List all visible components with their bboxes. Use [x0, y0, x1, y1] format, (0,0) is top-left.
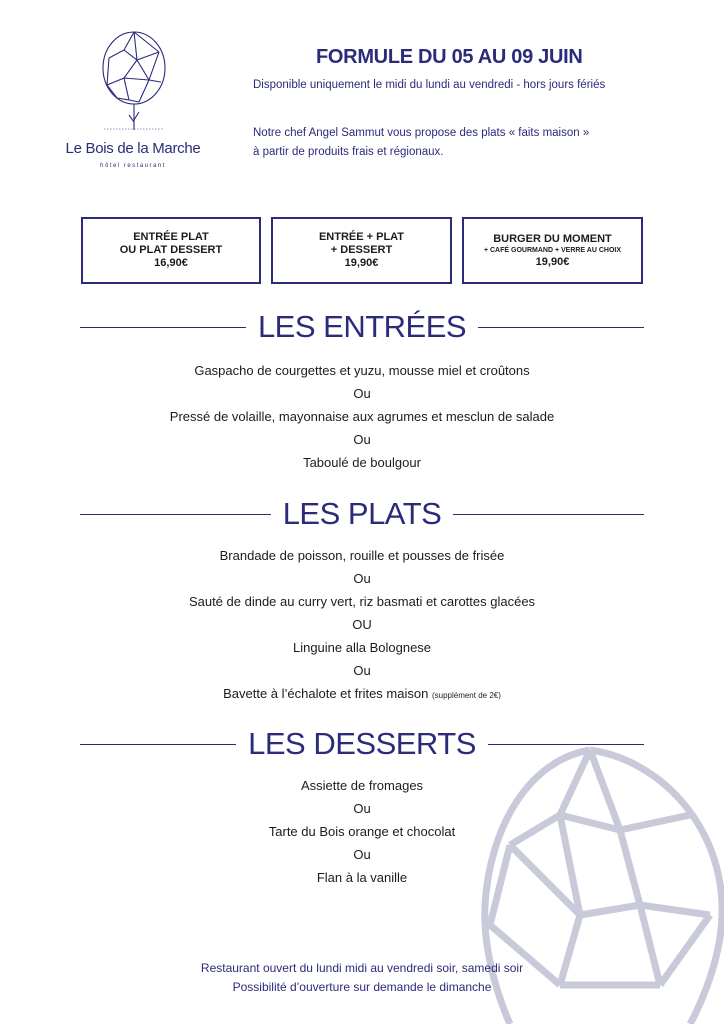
formula-price: 19,90€ [535, 255, 570, 268]
formula-price: 16,90€ [154, 257, 188, 269]
divider [453, 514, 644, 515]
opening-hours: Restaurant ouvert du lundi midi au vendredi soir, samedi soir [200, 961, 524, 975]
menu-separator: Ou [353, 847, 371, 862]
section-title: LES ENTRÉES [257, 309, 467, 344]
menu-item: Taboulé de boulgour [303, 455, 421, 470]
menu-item: Brandade de poisson, rouille et pousses de frisée [219, 548, 505, 563]
divider [80, 514, 271, 515]
brand-subtitle: hôtel restaurant [100, 163, 166, 169]
formula-label: OU PLAT DESSERT [119, 244, 223, 256]
menu-item: Pressé de volaille, mayonnaise aux agrumes et mesclun de salade [169, 409, 555, 424]
formula-price: 19,90€ [344, 257, 379, 269]
chef-intro-line: à partir de produits frais et régionaux. [253, 146, 444, 158]
menu-separator: Ou [353, 663, 371, 678]
entrees-list [0, 359, 724, 474]
availability-note: Disponible uniquement le midi du lundi au vendredi - hors jours fériés [253, 79, 606, 91]
section-title: LES PLATS [282, 496, 442, 531]
menu-separator: Ou [353, 432, 371, 447]
menu-separator: OU [352, 617, 372, 632]
section-title: LES DESSERTS [248, 726, 476, 761]
menu-item: Tarte du Bois orange et chocolat [268, 824, 456, 839]
chef-intro [253, 124, 589, 162]
brand-name: Le Bois de la Marche [65, 140, 201, 157]
footer [0, 959, 724, 997]
menu-separator: Ou [353, 571, 371, 586]
tree-logo-icon [99, 30, 169, 130]
menu-separator: Ou [353, 386, 371, 401]
section-entrees [80, 309, 644, 345]
menu-item: Sauté de dinde au curry vert, riz basmati et carottes glacées [188, 594, 536, 609]
divider [80, 744, 236, 745]
formula-box-2 [271, 217, 452, 284]
formula-box-3 [462, 217, 643, 284]
divider [478, 327, 644, 328]
divider [80, 327, 246, 328]
menu-item: Gaspacho de courgettes et yuzu, mousse miel et croûtons [194, 363, 530, 378]
menu-item: Assiette de fromages [300, 778, 424, 793]
menu-item: Linguine alla Bolognese [292, 640, 432, 655]
menu-item-text: Bavette à l’échalote et frites maison [223, 686, 429, 701]
plats-list [0, 544, 724, 705]
formula-label: + CAFÉ GOURMAND + VERRE AU CHOIX [483, 246, 622, 254]
page-title: FORMULE DU 05 AU 09 JUIN [316, 46, 583, 68]
supplement-note: (supplément de 2€) [431, 691, 501, 700]
menu-item: Flan à la vanille [316, 870, 408, 885]
formula-label: BURGER DU MOMENT [493, 232, 612, 245]
formula-box-1 [81, 217, 261, 284]
formula-label: ENTRÉE + PLAT [318, 231, 405, 243]
chef-intro-line: Notre chef Angel Sammut vous propose des plats « faits maison » [253, 127, 590, 139]
menu-separator: Ou [353, 801, 371, 816]
menu-item [0, 682, 724, 705]
logo [58, 30, 208, 180]
formula-label: + DESSERT [330, 244, 393, 256]
section-plats [80, 496, 644, 532]
sunday-note: Possibilité d’ouverture sur demande le dimanche [232, 980, 492, 994]
formula-label: ENTRÉE PLAT [133, 231, 209, 243]
